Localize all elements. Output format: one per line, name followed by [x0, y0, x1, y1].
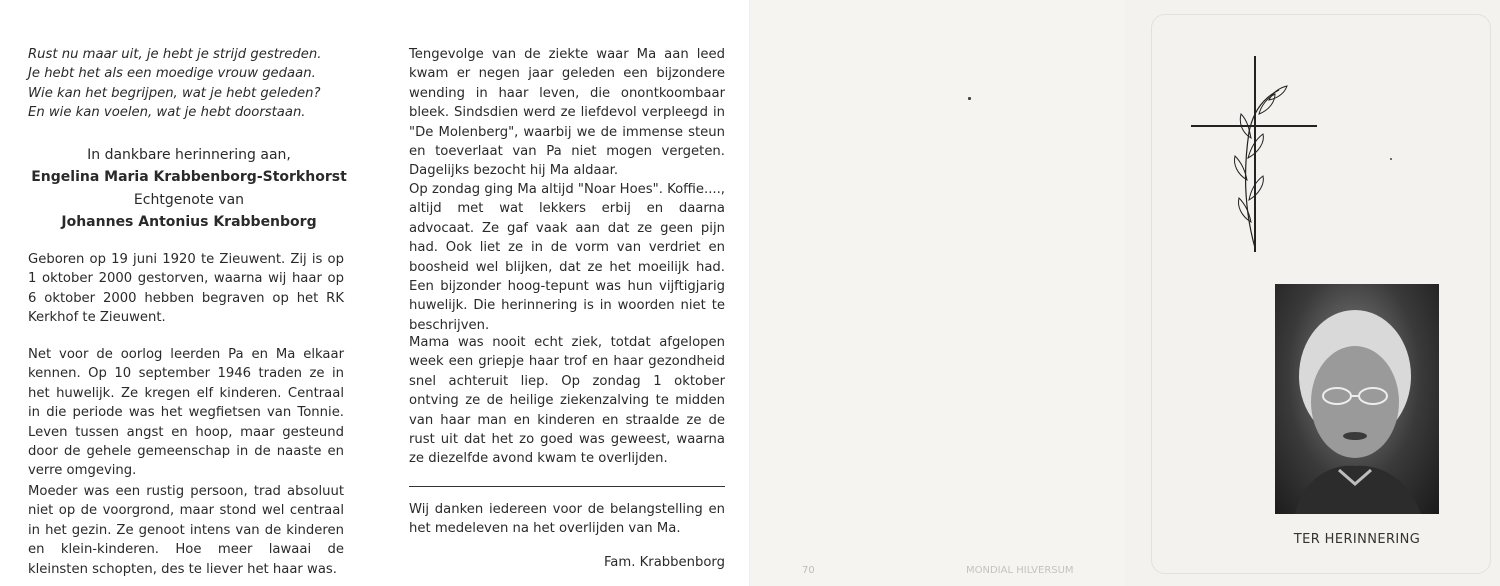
speck: [968, 97, 971, 100]
dedication: [28, 144, 350, 234]
right-inner-page: [375, 0, 750, 586]
poem-line: Je hebt het als een moedige vrouw gedaan.: [28, 66, 316, 82]
left-inner-page: [0, 0, 375, 586]
spouse-intro: Echtgenote van: [133, 191, 245, 208]
cross-with-palm-icon: [1185, 52, 1325, 262]
illness-paragraph: Tengevolge van de ziekte waar Ma aan leed kwam er negen jaar geleden een bijzondere wending in haar leven, die onontkoombaar bleek. Sindsdien werd ze liefdevol verpleegd in "De Molenberg", waarbij we de immense steun en toeverlaat van Pa niet mogen vergeten. Dagelijks bezocht hij Ma aldaar.: [409, 47, 725, 179]
poem-line: Rust nu maar uit, je hebt je strijd gestreden.: [28, 47, 322, 62]
spouse-name: Johannes Antonius Krabbenborg: [61, 214, 317, 231]
dedication-intro: In dankbare herinnering aan,: [87, 147, 291, 163]
poem-line: Wie kan het begrijpen, wat je hebt geleden?: [28, 85, 321, 101]
front-cover: [1125, 0, 1500, 586]
speck: [1390, 158, 1392, 160]
family-signature: Fam. Krabbenborg: [603, 555, 725, 570]
passing-paragraph: Mama was nooit echt ziek, totdat afgelopen week een griepje haar trof en haar gezondheid snel achteruit liep. Op zondag 1 oktober ontving ze de heilige ziekenzalving te midden van haar man en kinderen en straalde ze de rust uit dat het zo goed was geweest, waarna ze diezelfde avond kwam te overlijden.: [409, 335, 725, 467]
print-code: 70: [802, 565, 815, 576]
poem-line: En wie kan voelen, wat je hebt doorstaan.: [28, 105, 306, 121]
divider: [409, 486, 725, 487]
poem: [28, 45, 358, 123]
cover-caption: TER HERINNERING: [1293, 532, 1421, 547]
sunday-paragraph: Op zondag ging Ma altijd "Noar Hoes". Koffie...., altijd met wat lekkers erbij en daarna advocaat. Ze gaf vaak aan dat ze geen pijn had. Ook liet ze in de vorm van verdriet en boosheid wel blijken, dat ze het moeilijk had. Een bijzonder hoog-tepunt was hun vijftigjarig huwelijk. Die herinnering is in woorden niet te beschrijven.: [409, 182, 725, 333]
printer-imprint: MONDIAL HILVERSUM: [966, 565, 1074, 576]
birth-death-paragraph: Geboren op 19 juni 1920 te Zieuwent. Zij is op 1 oktober 2000 gestorven, waarna wij haar op 6 oktober 2000 hebben begraven op het RK Kerkhof te Zieuwent.: [28, 252, 344, 326]
deceased-name: Engelina Maria Krabbenborg-Storkhorst: [31, 169, 347, 186]
thanks-paragraph: Wij danken iedereen voor de belangstelling en het medeleven na het overlijden van Ma.: [409, 502, 725, 537]
character-paragraph: Moeder was een rustig persoon, trad absoluut niet op de voorgrond, maar stond wel centraal in het gezin. Ze genoot intens van de kinderen en klein-kinderen. Hoe meer lawaai de kleinsten schopten, des te liever het haar was.: [28, 484, 344, 577]
marriage-paragraph: Net voor de oorlog leerden Pa en Ma elkaar kennen. Op 10 september 1946 traden ze in het huwelijk. Ze kregen elf kinderen. Centraal in die periode was het wegfietsen van Tonnie. Leven tussen angst en hoop, maar gesteund door de gehele gemeenschap in de naaste en verre omgeving.: [28, 347, 344, 479]
portrait-photo: [1275, 284, 1439, 514]
back-page: [750, 0, 1125, 586]
